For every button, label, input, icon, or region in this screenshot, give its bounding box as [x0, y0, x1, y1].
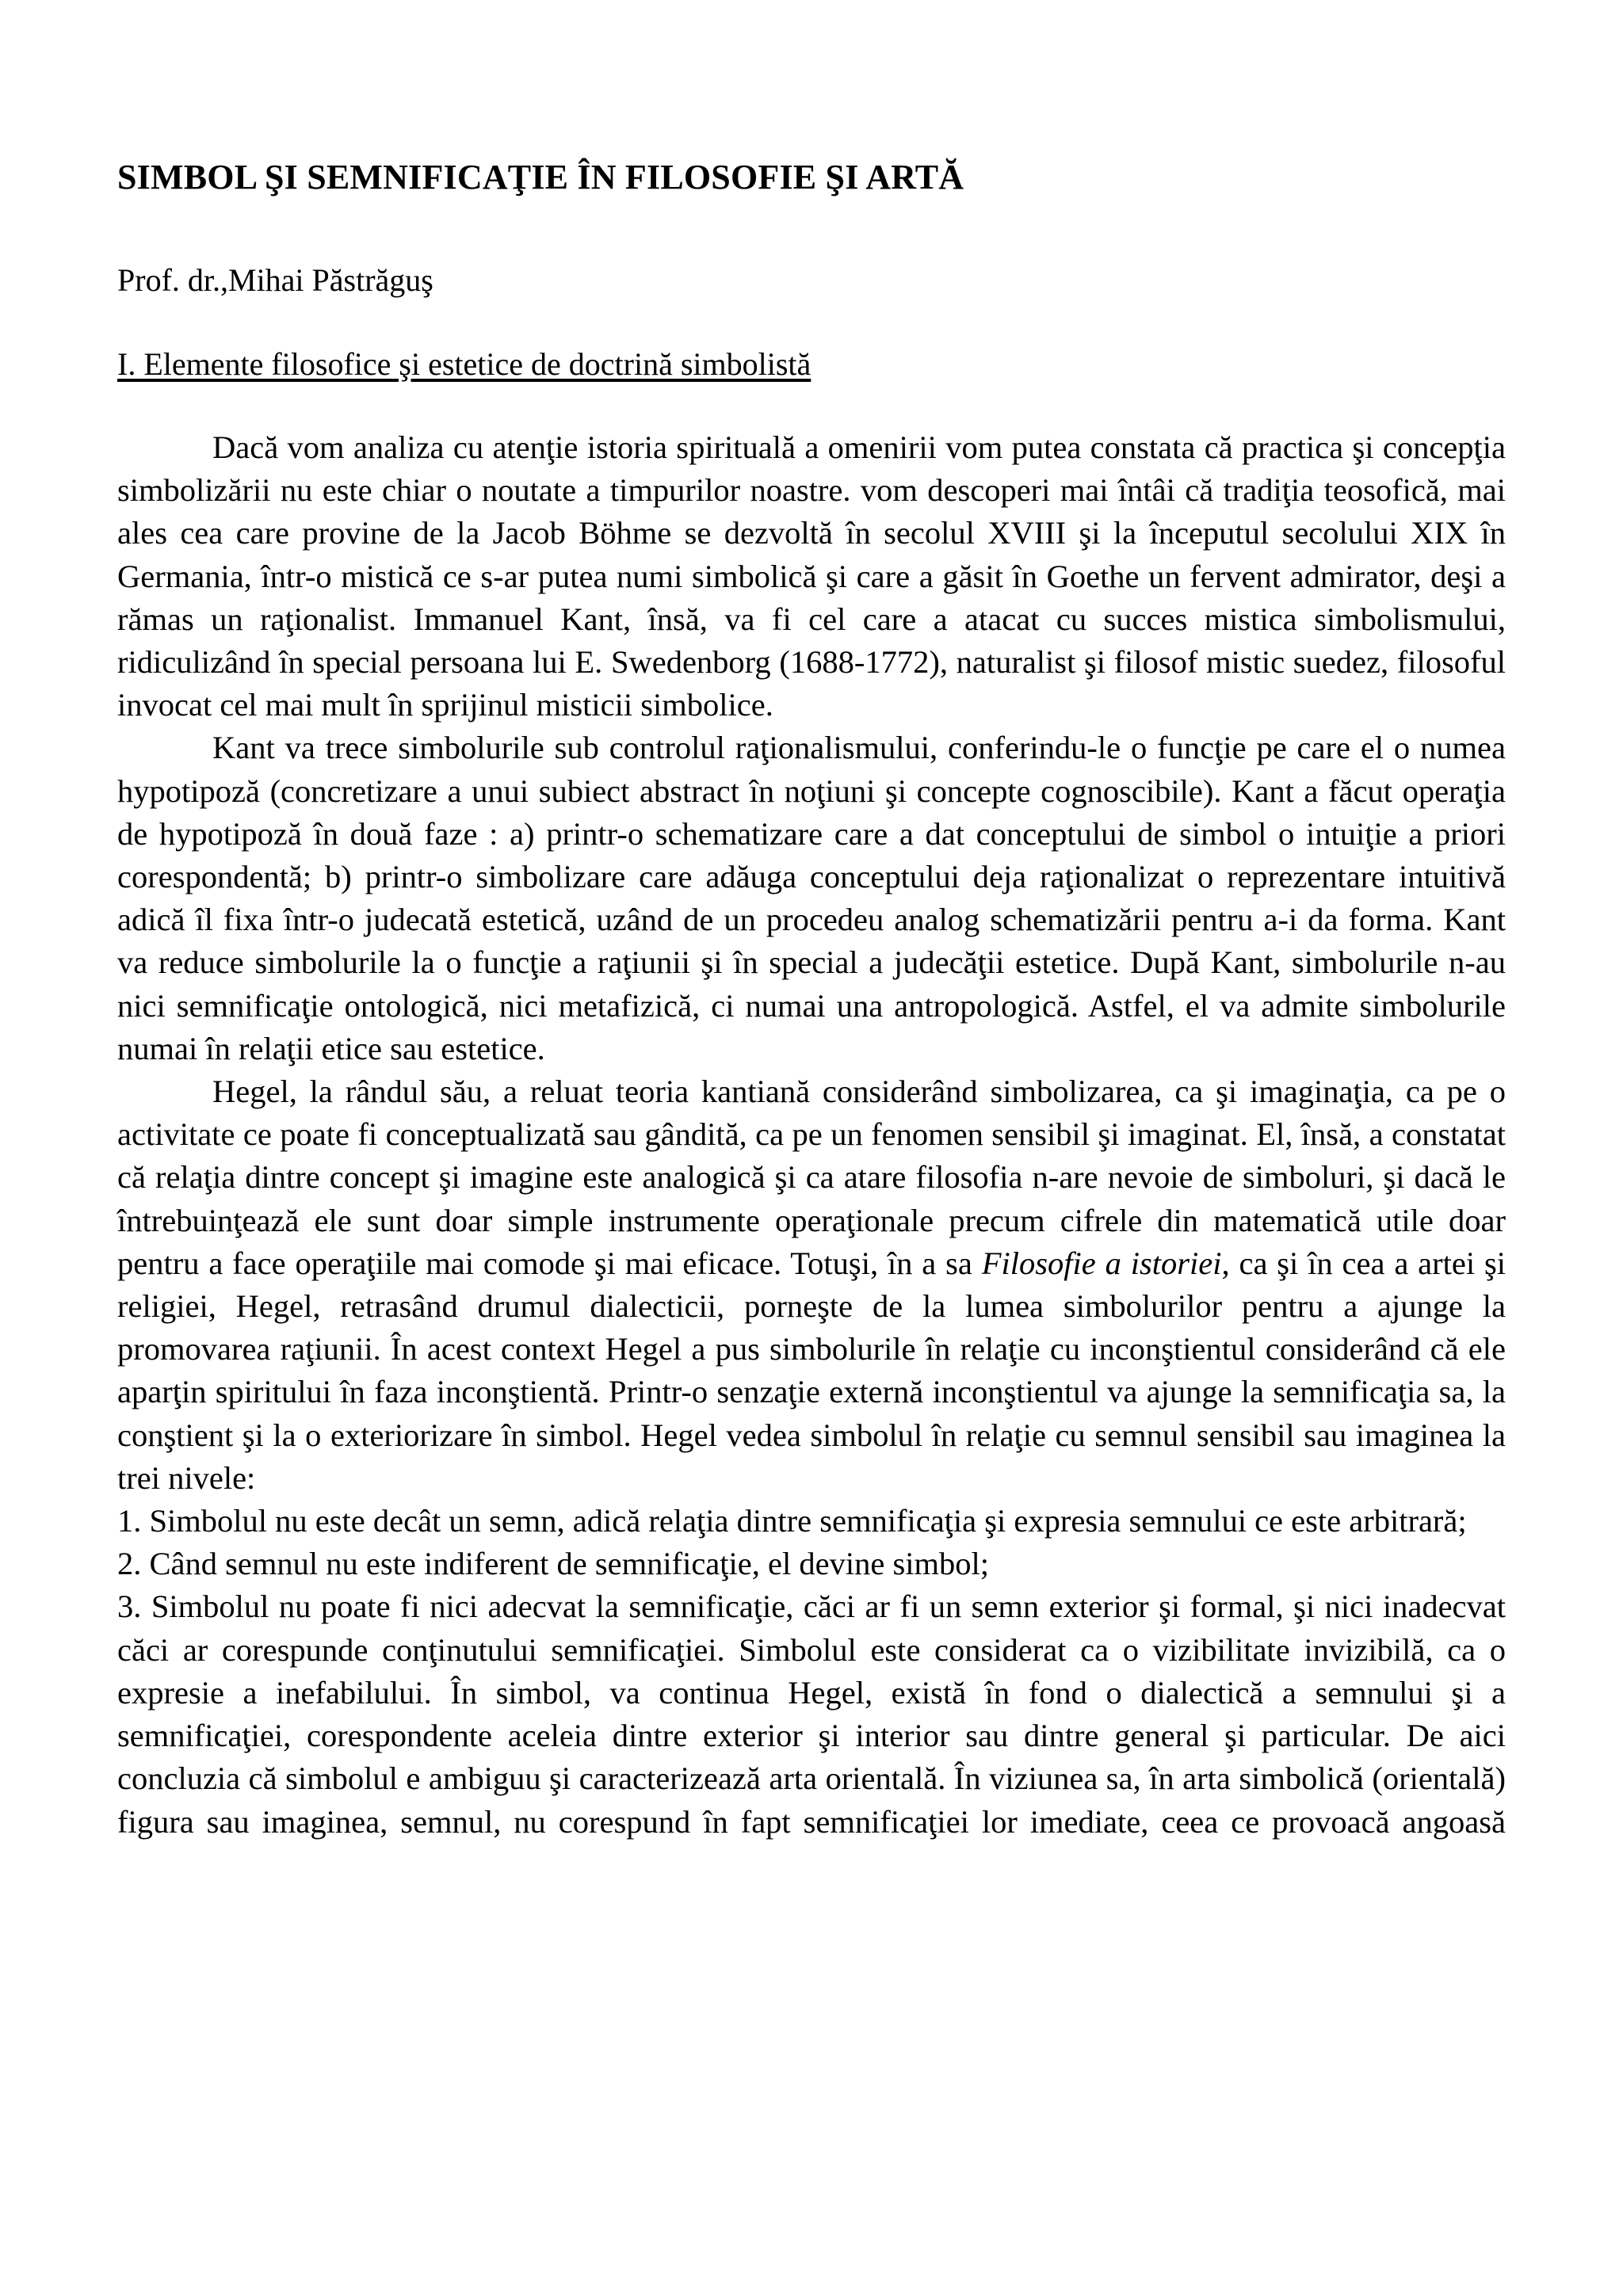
paragraph-1: Dacă vom analiza cu atenţie istoria spirituală a omenirii vom putea constata că practica şi concepţia simbolizării nu este chiar o noutate a timpurilor noastre. vom descoperi mai întâi că tradiţia teosofică, mai ales cea care provine de la Jacob Böhme se dezvoltă în secolul XVIII şi la începutul secolului XIX în Germania, într-o mistică ce s-ar putea numi simbolică şi care a găsit în Goethe un fervent admirator, deşi a rămas un raţionalist. Immanuel Kant, însă, va fi cel care a atacat cu succes mistica simbolismului, ridiculizând în special persoana lui E. Swedenborg (1688-1772), naturalist şi filosof mistic suedez, filosoful invocat cel mai mult în sprijinul misticii simbolice. [117, 429, 1506, 723]
list-item-1: 1. Simbolul nu este decât un semn, adică relaţia dintre semnificaţia şi expresia semnului ce este arbitrară; [117, 1503, 1467, 1539]
paragraph-3-text-b: , ca şi în cea a artei şi religiei, Hegel, retrasând drumul dialecticii, porneşte de la lumea simbolurilor pentru a ajunge la promovarea raţiunii. În acest context Hegel a pus simbolurile în relaţie cu inconştientul considerând că ele aparţin spiritului în faza inconştientă. Printr-o senzaţie externă inconştientul va ajunge la semnificaţia sa, la conştient şi la o exteriorizare în simbol. Hegel vedea simbolul în relaţie cu semnul sensibil sau imaginea la trei nivele: [117, 1245, 1507, 1496]
section-heading: I. Elemente filosofice şi estetice de doctrină simbolistă [117, 346, 812, 382]
list-item-2: 2. Când semnul nu este indiferent de semnificaţie, el devine simbol; [117, 1546, 989, 1582]
document-title: SIMBOL ŞI SEMNIFICAŢIE ÎN FILOSOFIE ŞI ARTĂ [117, 158, 964, 196]
author-line: Prof. dr.,Mihai Păstrăguş [117, 262, 433, 298]
paragraph-3-text-a: Hegel, la rândul său, a reluat teoria kantiană considerând simbolizarea, ca şi imaginaţia, ca pe o activitate ce poate fi conceptualizată sau gândită, ca pe un fenomen sensibil şi imaginat. El, însă, a constatat că relaţia dintre concept şi imagine este analogică şi ca atare filosofia n-are nevoie de simboluri, şi dacă le întrebuinţează ele sunt doar simple instrumente operaţionale precum cifrele din matematică utile doar pentru a face operaţiile mai comode şi mai eficace. Totuşi, în a sa [117, 1074, 1506, 1281]
paragraph-3-italic-title: Filosofie a istoriei [981, 1245, 1222, 1281]
list-item-3: 3. Simbolul nu poate fi nici adecvat la semnificaţie, căci ar fi un semn exterior şi formal, şi nici inadecvat căci ar corespunde conţinutului semnificaţiei. Simbolul este considerat ca o vizibilitate invizibilă, ca o expresie a inefabilului. În simbol, va continua Hegel, există în fond o dialectică a semnului şi a semnificaţiei, corespondente aceleia dintre exterior şi interior sau dintre general şi particular. De aici concluzia că simbolul e ambiguu şi caracterizează arta orientală. În viziunea sa, în arta simbolică (orientală) figura sau imaginea, semnul, nu corespund în fapt semnificaţiei lor imediate, ceea ce provoacă angoasă [117, 1589, 1506, 1840]
paragraph-2: Kant va trece simbolurile sub controlul raţionalismului, conferindu-le o funcţie pe care el o numea hypotipoză (concretizare a unui subiect abstract în noţiuni şi concepte cognoscibile). Kant a făcut operaţia de hypotipoză în două faze : a) printr-o schematizare care a dat conceptului de simbol o intuiţie a priori corespondentă; b) printr-o simbolizare care adăuga conceptului deja raţionalizat o reprezentare intuitivă adică îl fixa într-o judecată estetică, uzând de un procedeu analog schematizării pentru a-i da forma. Kant va reduce simbolurile la o funcţie a raţiunii şi în special a judecăţii estetice. După Kant, simbolurile n-au nici semnificaţie ontologică, nici metafizică, ci numai una antropologică. Astfel, el va admite simbolurile numai în relaţii etice sau estetice. [117, 730, 1506, 1066]
paragraph-3 [117, 1070, 1506, 1500]
document-body [117, 426, 1506, 1844]
